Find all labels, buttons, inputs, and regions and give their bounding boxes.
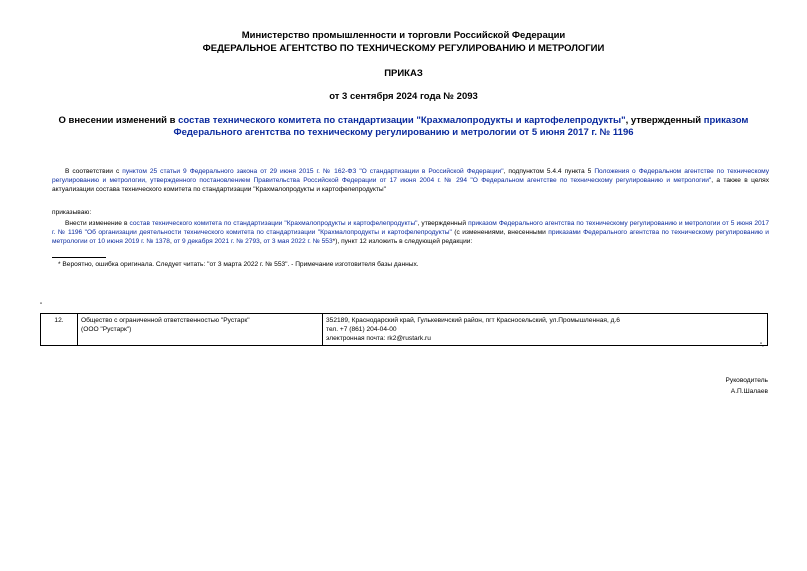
organization-address: 352189, Краснодарский край, Гулькевичский район, пгт Красносельский, ул.Промышленная, д.6 <box>326 317 620 324</box>
quote-close: ". <box>760 343 764 349</box>
doc-title <box>40 115 767 139</box>
body-text: Внести изменение в <box>65 220 130 227</box>
contacts-cell <box>323 314 768 346</box>
order-2793-link[interactable]: от 9 декабря 2021 г. № 2793 <box>173 238 260 245</box>
body-text: , утвержденный <box>417 220 469 227</box>
ministry-name: Министерство промышленности и торговли Российской Федерации <box>241 30 566 41</box>
committee-link[interactable]: состав технического комитета по стандартизации "Крахмалопродукты и картофелепродукты" <box>129 220 418 227</box>
quote-open: " <box>40 303 43 309</box>
body-text: , <box>169 238 174 245</box>
body-text: , <box>259 238 264 245</box>
footnote: * Вероятно, ошибка оригинала. Следует читать: "от 3 марта 2022 г. № 553". - Примечание изготовителя базы данных. <box>58 261 419 268</box>
organization-short-name: (ООО "Рустарк") <box>81 326 132 333</box>
preamble-text: , а также в целях актуализации состава технического комитета по стандартизации "Крахмалопродукты и картофелепродукты" <box>52 177 769 193</box>
title-text: О внесении изменений в <box>58 115 179 126</box>
table-row <box>41 314 768 346</box>
regulation-link[interactable]: Положения о Федеральном агентстве по техническому регулированию и метрологии, утвержденного постановлением Правительства Российской Федерации от 17 июня 2004 г. № 294 "О Федеральном агентстве по техническому регулированию и метрологии" <box>52 168 770 184</box>
doc-type: ПРИКАЗ <box>384 68 423 79</box>
signature-name: А.П.Шалаев <box>730 388 768 395</box>
agency-name: ФЕДЕРАЛЬНОЕ АГЕНТСТВО ПО ТЕХНИЧЕСКОМУ РЕГУЛИРОВАНИЮ И МЕТРОЛОГИИ <box>202 43 605 54</box>
organization-cell <box>78 314 323 346</box>
organization-email: электронная почта: rk2@rustark.ru <box>326 335 431 342</box>
order-1196-link[interactable]: приказом Федерального агентства по техническому регулированию и метрологии от 5 июня 2017 г. № 1196 "Об организации деятельности технического комитета по стандартизации "Крахмалопродукты и картофелепродукты" <box>52 220 769 236</box>
organization-name: Общество с ограниченной ответственностью "Рустарк" <box>81 317 250 324</box>
order-word: приказываю: <box>52 209 92 216</box>
committee-table <box>40 313 768 346</box>
order-553-link[interactable]: от 3 мая 2022 г. № 553 <box>263 238 333 245</box>
title-link-committee[interactable]: состав технического комитета по стандартизации "Крахмалопродукты и картофелепродукты" <box>178 115 626 126</box>
footnote-divider <box>52 257 106 258</box>
title-link-order[interactable]: приказом Федерального агентства по техническому регулированию и метрологии от 5 июня 2017 г. № 1196 <box>173 115 749 138</box>
signature-position: Руководитель <box>725 377 768 384</box>
preamble-text: В соответствии с <box>65 168 123 175</box>
row-number: 12. <box>41 314 78 346</box>
body-text: (с изменениями, внесенными <box>451 229 549 236</box>
title-text: , утвержденный <box>625 115 704 126</box>
order-1378-link[interactable]: приказами Федерального агентства по техническому регулированию и метрологии от 10 июня 2019 г. № 1378 <box>52 229 769 245</box>
body-paragraph <box>52 219 769 246</box>
preamble-text: , подпунктом 5.4.4 пункта 5 <box>503 168 595 175</box>
organization-phone: тел. +7 (861) 204-04-00 <box>326 326 397 333</box>
body-text: *), пункт 12 изложить в следующей редакции: <box>332 238 473 245</box>
doc-date: от 3 сентября 2024 года № 2093 <box>329 91 478 102</box>
preamble-paragraph <box>52 167 769 194</box>
law-link[interactable]: пунктом 25 статьи 9 Федерального закона от 29 июня 2015 г. № 162-ФЗ "О стандартизации в Российской Федерации" <box>122 168 504 175</box>
